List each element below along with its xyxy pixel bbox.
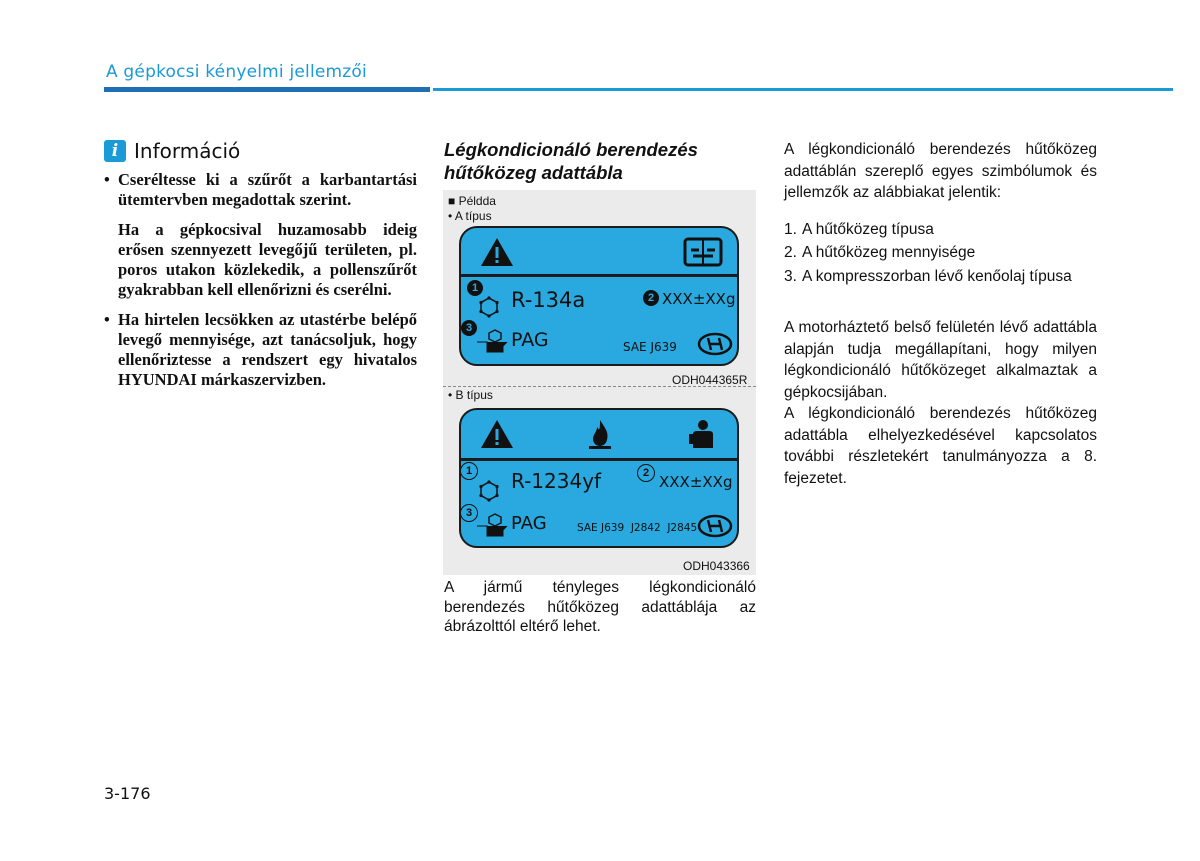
refrigerant-amount-a: XXX±XXg [662, 290, 736, 308]
list-number: 1. [784, 220, 797, 238]
list-text: A kompresszorban lévő kenőolaj típusa [802, 267, 1072, 285]
info-icon: i [104, 140, 126, 162]
hyundai-logo-icon [697, 332, 733, 356]
list-item [784, 219, 1097, 241]
marker-2: 2 [643, 290, 659, 306]
refrigerant-label-a [459, 226, 739, 366]
flammable-icon [585, 418, 615, 450]
oil-type-a: PAG [511, 329, 549, 351]
intro-paragraph: A légkondicionáló berendezés hűtőközeg adattáblán szereplő egyes szimbólumok és jellemzők az alábbiakat jelentik: [784, 141, 1097, 201]
hyundai-logo-icon [697, 514, 733, 538]
info-heading [104, 139, 240, 163]
bullet-dot: • [104, 170, 110, 189]
refrigerant-type-b: R-1234yf [511, 469, 602, 493]
section-header-title: A gépkocsi kényelmi jellemzői [106, 62, 367, 82]
warning-triangle-icon [479, 236, 515, 268]
bullet-dot: • [104, 310, 110, 329]
refrigerant-icon [478, 296, 500, 318]
list-item [784, 242, 1097, 264]
page-number: 3-176 [104, 784, 151, 803]
header-rule-dark [104, 87, 430, 92]
info-bullet-text: Cseréltesse ki a szűrőt a karbantartási ütemtervben megadottak szerint. [118, 170, 417, 209]
marker-2: 2 [637, 464, 655, 482]
info-bullet-text: Ha hirtelen lecsökken az utastérbe belépő levegő mennyisége, azt tanácsoljuk, hogy ellenőriztesse a rendszert egy hivatalos HYUNDAI márkaszervizben. [118, 310, 417, 389]
oil-icon [475, 328, 509, 354]
list-text: A hűtőközeg mennyisége [802, 244, 976, 261]
refrigerant-amount-b: XXX±XXg [659, 473, 733, 491]
oil-type-b: PAG [511, 513, 547, 534]
list-number: 2. [784, 244, 797, 261]
figure-code-b: ODH043366 [683, 559, 750, 573]
marker-3: 3 [461, 320, 477, 336]
refrigerant-icon [478, 480, 500, 502]
marker-3: 3 [460, 504, 478, 522]
refrigerant-type-a: R-134a [511, 288, 586, 312]
list-text: A hűtőközeg típusa [802, 220, 934, 238]
oil-icon [475, 512, 509, 538]
info-bullet-extra: Ha a gépkocsival huzamosabb ideig erősen szennyezett levegőjű területen, pl. poros utakon közlekedik, a pollenszűrőt gyakrabban kell ellenőrizni és cserélni. [118, 220, 417, 299]
figure-divider [443, 386, 756, 387]
header-rule-light [433, 88, 1173, 91]
right-column [784, 139, 1097, 489]
figure-code-a: ODH044365R [672, 373, 748, 387]
paragraph: A motorháztető belső felületén lévő adattábla alapján tudja megállapítani, hogy milyen légkondicionáló hűtőközeget alkalmaztak a gépkocsijában. [784, 319, 1097, 401]
refrigerant-label-b [459, 408, 739, 548]
section-title: Légkondicionáló berendezés hűtőközeg adattábla [444, 139, 698, 183]
warning-triangle-icon [479, 418, 515, 450]
figure-note: A jármű tényleges légkondicionáló berendezés hűtőközeg adattáblája az ábrázolttól eltérő lehet. [444, 579, 756, 635]
standard-a: SAE J639 [623, 340, 677, 354]
type-a-label: • A típus [448, 209, 492, 223]
example-label: ■ Példda [448, 194, 496, 208]
legend-list [784, 219, 1097, 288]
type-b-label: • B típus [448, 388, 493, 402]
info-title: Információ [134, 139, 241, 163]
technician-icon [687, 418, 719, 450]
paragraph: A légkondicionáló berendezés hűtőközeg adattábla elhelyezkedésével kapcsolatos további részletekért tanulmányozza a 8. fejezetet. [784, 405, 1097, 487]
service-manual-icon [683, 236, 723, 268]
info-bullet [104, 310, 417, 390]
info-content [104, 170, 417, 390]
list-item [784, 266, 1097, 288]
marker-1: 1 [460, 462, 478, 480]
info-bullet [104, 170, 417, 210]
standard-b: SAE J639 J2842 J2845 [577, 522, 698, 534]
list-number: 3. [784, 267, 797, 285]
marker-1: 1 [467, 280, 483, 296]
